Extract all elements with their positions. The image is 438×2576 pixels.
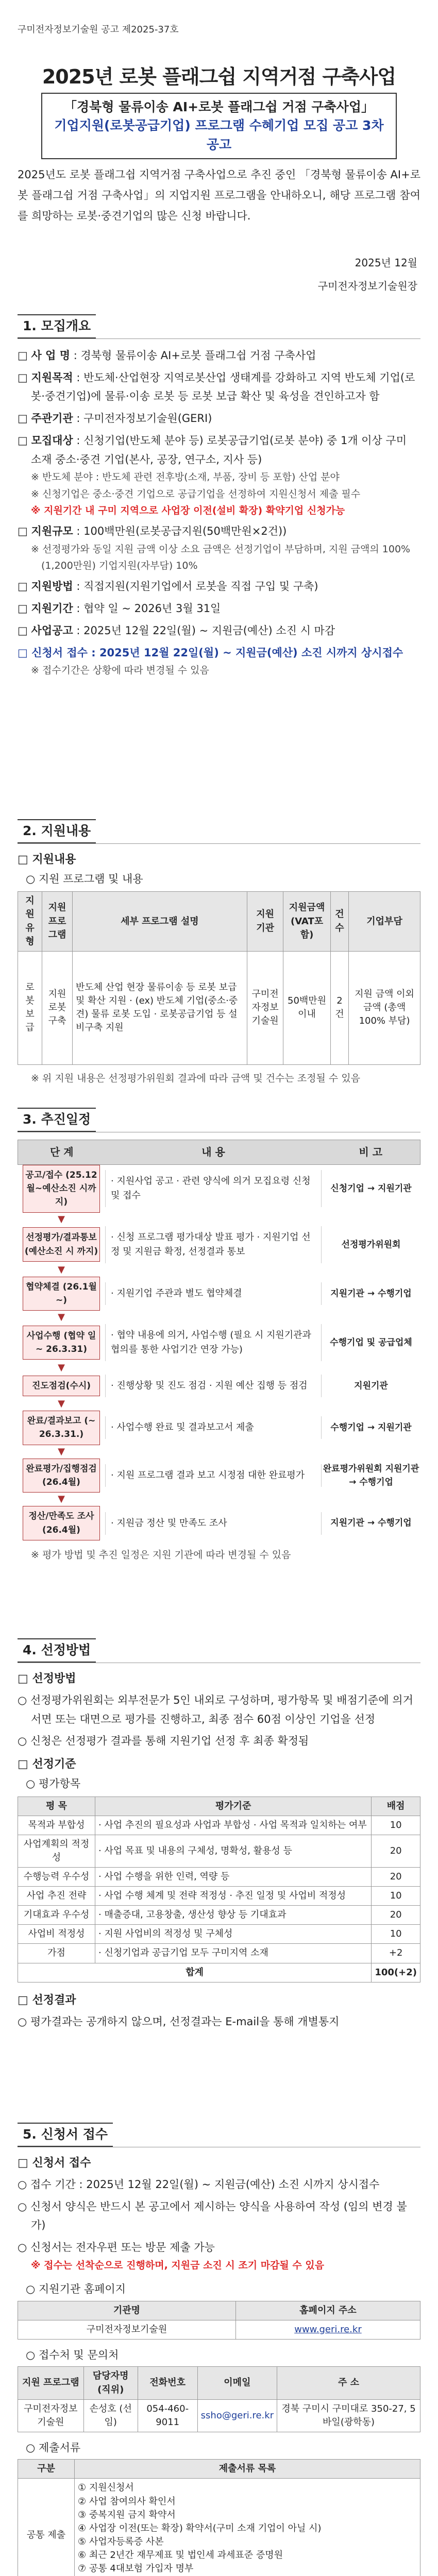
schedule-step xyxy=(18,1506,420,1540)
table-cell: 목적과 부합성 xyxy=(18,1816,95,1835)
schedule-step-note: 신청기업 → 지원기관 xyxy=(330,1183,412,1194)
table-header: 지원 프로그램 xyxy=(18,2367,84,2399)
note-text: 선정평가와 동일 지원 금액 이상 소요 금액은 선정기업이 부담하며, 지원 금액의 100%(1,200만원) 기업지원(자부담) 10% xyxy=(41,543,411,572)
email-link[interactable]: ssho@geri.re.kr xyxy=(197,2399,277,2432)
item-text: 신청기업(반도체 분야 등) 로봇공급기업(로봇 분야) 중 1개 이상 구미 소재 중소·중견 기업(본사, 공장, 연구소, 지사 등) xyxy=(31,434,407,466)
subheading: ○ 지원기관 홈페이지 xyxy=(26,2283,126,2296)
schedule-step-note: 지원기관 → 수행기업 xyxy=(330,1518,412,1529)
table-cell: 경북 구미시 구미대로 350-27, 5바일(광학동) xyxy=(277,2399,420,2432)
table-header: 제출서류 목록 xyxy=(75,2460,420,2479)
announcement-org: 구미전자정보기술원장 xyxy=(317,280,417,292)
schedule-step-desc: · 지원사업 공고 · 관련 양식에 의거 모집요령 신청 및 접수 xyxy=(105,1170,322,1207)
item-label: 주관기관 xyxy=(31,412,73,425)
item-text: 신청은 선정평가 결과를 통해 지원기업 선정 후 최종 확정됨 xyxy=(30,1735,309,1748)
section-selection: 4. 선정방법 □ 선정방법 ○ 선정평가위원회는 외부전문가 5인 내외로 구성하며, 평가항목 및 배점기준에 의거 서면 또는 대면으로 평가를 진행하고, 최종 점수 60점 이상인 기업을 선정 ○ 신청은 선정평가 결과를 통해 지원기업 선정 후 최종 확정됨 □ 선정기준 ○ 평가항목 평 목 평가기준 배점 목적과 부합성 · 사업 추진의 필요성과 사업과 부합성 · 사업 목적과 일치하는 여부 10 사업계획의 적정성 · 사업 목표 및 내용의 구체성, 명확성, 활용성 등 20 수행능력 우수성 · 사업 수행을 위한 인력, 역량 등 20 사업 추진 전략 · 사업 수행 체계 및 전략 적정성 · 추진 일정 및 사업비 적정성 10 기대효과 우수성 · 매출증대, 고용창출, 생산성 향상 등 기대효과 20 사업비 적정성 · 지원 사업비의 적정성 및 구체성 10 가점 · 신청기업과 공급기업 모두 구미지역 소재 +2 합계 100(+2) □ 선정결과 ○ 평가결과는 공개하지 않으며, 선정결과는 E-mail을 통해 개별통지 xyxy=(18,1638,420,2031)
schedule-step-desc: · 진행상황 및 진도 점검 · 지원 예산 집행 등 점검 xyxy=(105,1375,322,1397)
down-arrow-icon: ▼ xyxy=(58,1362,65,1374)
item-text: 100백만원(로봇공급지원(50백만원×2건)) xyxy=(83,525,287,538)
intro-text: 2025년도 로봇 플래그쉽 지역거점 구축사업으로 추진 중인 「경북형 물류이송 AI+로봇 플래그쉽 거점 구축사업」의 지업지원 프로그램을 안내하오니, 해당 프로그램 참여를 희망하는 로봇·중견기업의 많은 신청 바랍니다. xyxy=(18,168,420,222)
item-text: 신청서는 전자우편 또는 방문 제출 가능 xyxy=(30,2241,215,2254)
schedule-step-desc: · 지원 프로그램 결과 보고 시정점 대한 완료평가 xyxy=(105,1464,322,1487)
table-cell: 지원 로봇 구축 xyxy=(42,951,73,1064)
document-item: ⑦ 공통 4대보험 가입자 명부 xyxy=(78,2563,194,2574)
phone-number: 054-460-9011 xyxy=(138,2399,197,2432)
schedule-step-box: 진도점검(수시) xyxy=(23,1376,100,1396)
table-cell: · 매출증대, 고용창출, 생산성 향상 등 기대효과 xyxy=(95,1906,372,1925)
table-row xyxy=(18,1963,420,1982)
schedule-step xyxy=(18,1226,420,1263)
subheading: □ 선정결과 xyxy=(18,1993,76,2007)
announcement-date: 2025년 12월 xyxy=(355,257,417,269)
table-header: 홈페이지 주소 xyxy=(235,2301,420,2320)
homepage-link[interactable]: www.geri.re.kr xyxy=(235,2320,420,2339)
schedule-step xyxy=(18,1165,420,1213)
schedule-step xyxy=(18,1277,420,1311)
section-application: 5. 신청서 접수 □ 신청서 접수 ○ 접수 기간 : 2025년 12월 22일(월) ~ 지원금(예산) 소진 시까지 상시접수 ○ 신청서 양식은 반드시 본 공고에서 제시하는 양식을 사용하여 작성 (임의 변경 불가) ○ 신청서는 전자우편 또는 방문 제출 가능 ※ 접수는 선착순으로 진행하며, 지원금 소진 시 조기 마감될 수 있음 ○ 지원기관 홈페이지 기관명 홈페이지 주소 구미전자정보기술원 www.geri.re.kr ○ 접수처 및 문의처 지원 프로그램 담당자명(직위) 전화번호 이메일 주 소 구미전자정보기술원 손성호 (선임) 054-460-9011 ssho@geri.re.kr 경북 구미시 구미대로 350-27, 5바일(광학동) ○ 제출서류 구분 제출서류 목록 공통 제출 ① 지원신청서 ② 사업 참여의사 확인서 ③ 중복지원 금지 확약서 ④ 사업장 이전(또는 확장) 확약서(구미 소재 기업이 아닐 시) ⑤ 사업자등록증 사본 ⑥ 최근 2년간 재무제표 및 법인세 과세표준 증명원 ⑦ 공통 4대보험 가입자 명부 xyxy=(18,2123,420,2576)
schedule-step-box: 사업수행 (협약 일 ~ 26.3.31) xyxy=(23,1326,100,1360)
schedule-step-desc: · 신청 프로그램 평가대상 발표 평가 · 지원기업 선정 및 지원금 확정, 선정결과 통보 xyxy=(105,1226,322,1263)
document-item: ③ 중복지원 금지 확약서 xyxy=(78,2509,176,2520)
documents-table xyxy=(18,2459,420,2576)
document-item: ② 사업 참여의사 확인서 xyxy=(78,2496,176,2507)
section-title: 1. 모집개요 xyxy=(18,314,96,338)
table-cell: · 사업 수행을 위한 인력, 역량 등 xyxy=(95,1868,372,1887)
section-title: 5. 신청서 접수 xyxy=(18,2123,113,2147)
table-cell: 10 xyxy=(372,1887,420,1906)
subheading: □ 선정방법 xyxy=(18,1672,76,1685)
table-cell: 반도체 산업 현장 물류이송 등 로봇 보급 및 확산 지원 · (ex) 반도체 기업(중소·중견) 물류 로봇 도입 · 로봇공급기업 등 설비구축 지원 xyxy=(73,951,247,1064)
contact-table xyxy=(18,2366,420,2432)
table-header: 평가기준 xyxy=(95,1797,372,1816)
table-header: 건수 xyxy=(330,892,348,951)
section-overview: 1. 모집개요 □ 사 업 명 : 경북형 물류이송 AI+로봇 플래그쉽 거점 구축사업 □ 지원목적 : 반도체·산업현장 지역로봇산업 생태계를 강화하고 지역 반도체 기업(로봇·중견기업)에 물류·이송 로봇 등 로봇 보급 확산 및 육성을 견인하고자 함 □ 주관기관 : 구미전자정보기술원(GERI) □ 모집대상 : 신청기업(반도체 분야 등) 로봇공급기업(로봇 분야) 중 1개 이상 구미 소재 중소·중견 기업(본사, 공장, 연구소, 지사 등) ※ 반도체 분야 : 반도체 관련 전후방(소재, 부품, 장비 등 포함) 산업 분야 ※ 신청기업은 중소·중견 기업으로 공급기업을 선정하여 지원신청서 제출 필수 ※ 지원기간 내 구미 지역으로 사업장 이전(설비 확장) 확약기업 신청가능 □ 지원규모 : 100백만원(로봇공급지원(50백만원×2건)) ※ 선정평가와 동일 지원 금액 이상 소요 금액은 선정기업이 부담하며, 지원 금액의 100%(1,200만원) 기업지원(자부담) 10% □ 지원방법 : 직접지원(지원기업에서 로봇을 직접 구입 및 구축) □ 지원기간 : 협약 일 ~ 2026년 3월 31일 □ 사업공고 : 2025년 12월 22일(월) ~ 지원금(예산) 소진 시 마감 □ 신청서 접수 : 2025년 12월 22일(월) ~ 지원금(예산) 소진 시까지 상시접수 ※ 접수기간은 상황에 따라 변경될 수 있음 xyxy=(18,314,420,679)
schedule-header-content: 내 용 xyxy=(201,1145,225,1158)
schedule-steps xyxy=(18,1165,420,1540)
table-cell: · 신청기업과 공급기업 모두 구미지역 소재 xyxy=(95,1944,372,1963)
section-title: 2. 지원내용 xyxy=(18,819,96,843)
document-item: ⑥ 최근 2년간 재무제표 및 법인세 과세표준 증명원 xyxy=(78,2549,283,2561)
page-title: 2025년 로봇 플래그쉽 지역거점 구축사업 xyxy=(42,65,396,88)
title-box xyxy=(41,93,397,159)
schedule-step xyxy=(18,1411,420,1445)
section-title: 4. 선정방법 xyxy=(18,1638,96,1663)
item-label: 사 업 명 xyxy=(31,349,71,362)
down-arrow-icon: ▼ xyxy=(58,1264,65,1275)
item-text: 직접지원(지원기업에서 로봇을 직접 구입 및 구축) xyxy=(83,580,318,593)
subheading: ○ 지원 프로그램 및 내용 xyxy=(26,872,143,885)
schedule-header-step: 단 계 xyxy=(49,1145,74,1158)
table-cell: 사업비 적정성 xyxy=(18,1925,95,1944)
schedule-step-box: 공고/접수 (25.12월~예산소진 시까지) xyxy=(23,1165,100,1213)
support-table xyxy=(18,891,420,1064)
table-cell: · 사업 수행 체계 및 전략 적정성 · 추진 일정 및 사업비 적정성 xyxy=(95,1887,372,1906)
item-text: 접수 기간 : 2025년 12월 22일(월) ~ 지원금(예산) 소진 시까지 상시접수 xyxy=(30,2178,380,2191)
table-header: 배점 xyxy=(372,1797,420,1816)
table-row xyxy=(18,1925,420,1944)
table-row xyxy=(18,1944,420,1963)
item-label: 지원방법 xyxy=(31,580,73,593)
table-cell: · 지원 사업비의 적정성 및 구체성 xyxy=(95,1925,372,1944)
table-cell: 합계 xyxy=(18,1963,372,1982)
table-cell: 2건 xyxy=(330,951,348,1064)
schedule-step-desc: · 사업수행 완료 및 결과보고서 제출 xyxy=(105,1416,322,1439)
table-header: 평 목 xyxy=(18,1797,95,1816)
item-text: 2025년 12월 22일(월) ~ 지원금(예산) 소진 시 마감 xyxy=(83,624,335,637)
table-row xyxy=(18,1835,420,1867)
item-label: 모집대상 xyxy=(31,434,73,447)
table-cell: 100(+2) xyxy=(372,1963,420,1982)
subheading: ○ 평가항목 xyxy=(26,1777,81,1790)
item-label: 지원목적 xyxy=(31,371,73,384)
item-text: 평가결과는 공개하지 않으며, 선정결과는 E-mail을 통해 개별통지 xyxy=(30,2015,340,2028)
table-cell: 50백만원 이내 xyxy=(283,951,330,1064)
item-text: 2025년 12월 22일(월) ~ 지원금(예산) 소진 시까지 상시접수 xyxy=(99,646,403,659)
schedule-step-desc: · 협약 내용에 의거, 사업수행 (필요 시 지원기관과 협의를 통한 사업기간 연장 가능) xyxy=(105,1324,322,1361)
item-label: 지원규모 xyxy=(31,525,73,538)
item-text: 반도체·산업현장 지역로봇산업 생태계를 강화하고 지역 반도체 기업(로봇·중견기업)에 물류·이송 로봇 등 로봇 보급 확산 및 육성을 견인하고자 함 xyxy=(31,371,415,403)
title-box-line1: 「경북형 물류이송 AI+로봇 플래그쉽 거점 구축사업」 xyxy=(64,99,374,114)
schedule-step-box: 완료평가/집행점검 (26.4월) xyxy=(23,1459,100,1493)
schedule-header xyxy=(18,1140,420,1165)
note-red: 지원기간 내 구미 지역으로 사업장 이전(설비 확장) 확약기업 신청가능 xyxy=(44,504,345,516)
table-header: 지원 기관 xyxy=(247,892,283,951)
table-row xyxy=(18,1868,420,1887)
item-text: 협약 일 ~ 2026년 3월 31일 xyxy=(83,602,221,615)
item-label: 지원기간 xyxy=(31,602,73,615)
table-header: 지원 프로그램 xyxy=(42,892,73,951)
table-cell: 수행능력 우수성 xyxy=(18,1868,95,1887)
table-cell: 20 xyxy=(372,1835,420,1867)
document-item: ⑤ 사업자등록증 사본 xyxy=(78,2536,164,2547)
schedule-step-note: 선정평가위원회 xyxy=(341,1239,401,1250)
schedule-step xyxy=(18,1459,420,1493)
table-row xyxy=(18,1816,420,1835)
note-red: 접수는 선착순으로 진행하며, 지원금 소진 시 조기 마감될 수 있음 xyxy=(44,2259,325,2271)
schedule-step-desc: · 지원기업 주관과 별도 협약체결 xyxy=(105,1282,322,1305)
down-arrow-icon: ▼ xyxy=(58,1312,65,1323)
schedule-step-box: 협약체결 (26.1월~) xyxy=(23,1277,100,1311)
subheading: □ 신청서 접수 xyxy=(18,2156,91,2170)
section-support: 2. 지원내용 □ 지원내용 ○ 지원 프로그램 및 내용 지원유형 지원 프로그램 세부 프로그램 설명 지원 기관 지원금액(VAT포함) 건수 기업부담 로봇 보급 지원 로봇 구축 반도체 산업 현장 물류이송 등 로봇 보급 및 확산 지원 · (ex) 반도체 기업(중소·중견) 물류 로봇 도입 · 로봇공급기업 등 설비구축 지원 구미전자정보기술원 50백만원 이내 2건 지원 금액 이외 금액 (총액 100% 부담) ※ 위 지원 내용은 선정평가위원회 결과에 따라 금액 및 건수는 조정될 수 있음 xyxy=(18,819,420,1087)
document-item: ④ 사업장 이전(또는 확장) 확약서(구미 소재 기업이 아닐 시) xyxy=(78,2522,322,2534)
schedule-step-note: 수행기업 → 지원기관 xyxy=(330,1422,412,1433)
table-cell: · 사업 목표 및 내용의 구체성, 명확성, 활용성 등 xyxy=(95,1835,372,1867)
table-cell: +2 xyxy=(372,1944,420,1963)
table-cell: 가점 xyxy=(18,1944,95,1963)
table-cell: 사업계획의 적정성 xyxy=(18,1835,95,1867)
table-cell: 손성호 (선임) xyxy=(83,2399,138,2432)
table-header: 기업부담 xyxy=(349,892,420,951)
subheading: □ 선정기준 xyxy=(18,1758,76,1771)
section-title: 3. 추진일정 xyxy=(18,1108,96,1132)
table-header: 전화번호 xyxy=(138,2367,197,2399)
section-schedule: 3. 추진일정 단 계 내 용 비 고 공고/접수 (25.12월~예산소진 시까지) · 지원사업 공고 · 관련 양식에 의거 모집요령 신청 및 접수 신청기업 → 지원기관 ▼ 선정평가/결과통보 (예산소진 시 까지) · 신청 프로그램 평가대상 발표 평가 · 지원기업 선정 및 지원금 확정, 선정결과 통보 선정평가위원회 ▼ 협약체결 (26.1월~) · 지원기업 주관과 별도 협약체결 지원기관 → 수행기업 ▼ 사업수행 (협약 일 ~ 26.3.31) · 협약 내용에 의거, 사업수행 (필요 시 지원기관과 협의를 통한 사업기간 연장 가능) 수행기업 및 공급업체 ▼ 진도점검(수시) · 진행상황 및 진도 점검 · 지원 예산 집행 등 점검 지원기관 ▼ 완료/결과보고 (~ 26.3.31.) · 사업수행 완료 및 결과보고서 제출 수행기업 → 지원기관 ▼ 완료평가/집행점검 (26.4월) · 지원 프로그램 결과 보고 시정점 대한 완료평가 완료평가위원회 지원기관 → 수행기업 ▼ 정산/만족도 조사 (26.4월) · 지원금 정산 및 만족도 조사 지원기관 → 수행기업 ※ 평가 방법 및 추진 일정은 지원 기관에 따라 변경될 수 있음 xyxy=(18,1108,420,1563)
down-arrow-icon: ▼ xyxy=(58,1398,65,1409)
down-arrow-icon: ▼ xyxy=(58,1446,65,1457)
table-header: 지원유형 xyxy=(18,892,42,951)
down-arrow-icon: ▼ xyxy=(58,1213,65,1225)
table-header: 주 소 xyxy=(277,2367,420,2399)
note-text: 신청기업은 중소·중견 기업으로 공급기업을 선정하여 지원신청서 제출 필수 xyxy=(42,488,361,500)
down-arrow-icon: ▼ xyxy=(58,1494,65,1505)
note-text: 반도체 분야 : 반도체 관련 전후방(소재, 부품, 장비 등 포함) 산업 분야 xyxy=(42,471,340,483)
table-cell: 공통 제출 xyxy=(18,2479,75,2576)
item-text: 신청서 양식은 반드시 본 공고에서 제시하는 양식을 사용하여 작성 (임의 변경 불가) xyxy=(30,2200,407,2232)
item-label: 사업공고 xyxy=(31,624,73,637)
table-row xyxy=(18,1887,420,1906)
table-header: 지원금액(VAT포함) xyxy=(283,892,330,951)
title-box-line2: 기업지원(로봇공급기업) 프로그램 수혜기업 모집 공고 3차 공고 xyxy=(54,118,384,152)
schedule-step xyxy=(18,1324,420,1361)
item-text: 경북형 물류이송 AI+로봇 플래그쉽 거점 구축사업 xyxy=(80,349,316,362)
criteria-table xyxy=(18,1797,420,1982)
table-cell: · 사업 추진의 필요성과 사업과 부합성 · 사업 목적과 일치하는 여부 xyxy=(95,1816,372,1835)
table-header: 담당자명(직위) xyxy=(83,2367,138,2399)
item-text: 구미전자정보기술원(GERI) xyxy=(83,412,212,425)
schedule-step-box: 선정평가/결과통보 (예산소진 시 까지) xyxy=(23,1227,100,1262)
schedule-step-note: 완료평가위원회 지원기관 → 수행기업 xyxy=(323,1463,419,1487)
subheading: ○ 접수처 및 문의처 xyxy=(26,2348,119,2361)
table-cell: 구미전자정보기술원 xyxy=(18,2320,236,2339)
table-cell: 기대효과 우수성 xyxy=(18,1906,95,1925)
schedule-step xyxy=(18,1375,420,1397)
table-row xyxy=(18,1906,420,1925)
table-header: 세부 프로그램 설명 xyxy=(73,892,247,951)
table-cell: 20 xyxy=(372,1906,420,1925)
table-header: 구분 xyxy=(18,2460,75,2479)
schedule-step-box: 정산/만족도 조사 (26.4월) xyxy=(23,1506,100,1540)
document-item: ① 지원신청서 xyxy=(78,2482,134,2494)
table-cell: 구미전자정보기술원 xyxy=(18,2399,84,2432)
documents-list xyxy=(75,2479,420,2576)
subheading: □ 지원내용 xyxy=(18,853,76,866)
subheading: ○ 제출서류 xyxy=(26,2441,81,2454)
table-cell: 사업 추진 전략 xyxy=(18,1887,95,1906)
table-cell: 구미전자정보기술원 xyxy=(247,951,283,1064)
schedule-step-note: 수행기업 및 공급업체 xyxy=(330,1337,412,1348)
table-cell: 20 xyxy=(372,1868,420,1887)
schedule-step-desc: · 지원금 정산 및 만족도 조사 xyxy=(105,1512,322,1535)
table-header: 이메일 xyxy=(197,2367,277,2399)
table-header: 기관명 xyxy=(18,2301,236,2320)
table-cell: 10 xyxy=(372,1816,420,1835)
schedule-step-box: 완료/결과보고 (~ 26.3.31.) xyxy=(23,1411,100,1445)
schedule-step-note: 지원기관 → 수행기업 xyxy=(330,1288,412,1299)
note-text: 평가 방법 및 추진 일정은 지원 기관에 따라 변경될 수 있음 xyxy=(42,1549,291,1561)
item-text: 선정평가위원회는 외부전문가 5인 내외로 구성하며, 평가항목 및 배점기준에 의거 서면 또는 대면으로 평가를 진행하고, 최종 점수 60점 이상인 기업을 선정 xyxy=(30,1693,413,1725)
item-label: 신청서 접수 xyxy=(31,646,88,659)
schedule-step-note: 지원기관 xyxy=(354,1380,388,1391)
table-cell: 지원 금액 이외 금액 (총액 100% 부담) xyxy=(349,951,420,1064)
note-text: 위 지원 내용은 선정평가위원회 결과에 따라 금액 및 건수는 조정될 수 있음 xyxy=(42,1072,361,1084)
table-cell: 로봇 보급 xyxy=(18,951,42,1064)
table-cell: 10 xyxy=(372,1925,420,1944)
note-text: 접수기간은 상황에 따라 변경될 수 있음 xyxy=(42,665,209,676)
homepage-table xyxy=(18,2301,420,2340)
announcement-reference: 구미전자정보기술원 공고 제2025-37호 xyxy=(18,24,179,35)
schedule-header-note: 비 고 xyxy=(359,1145,383,1158)
